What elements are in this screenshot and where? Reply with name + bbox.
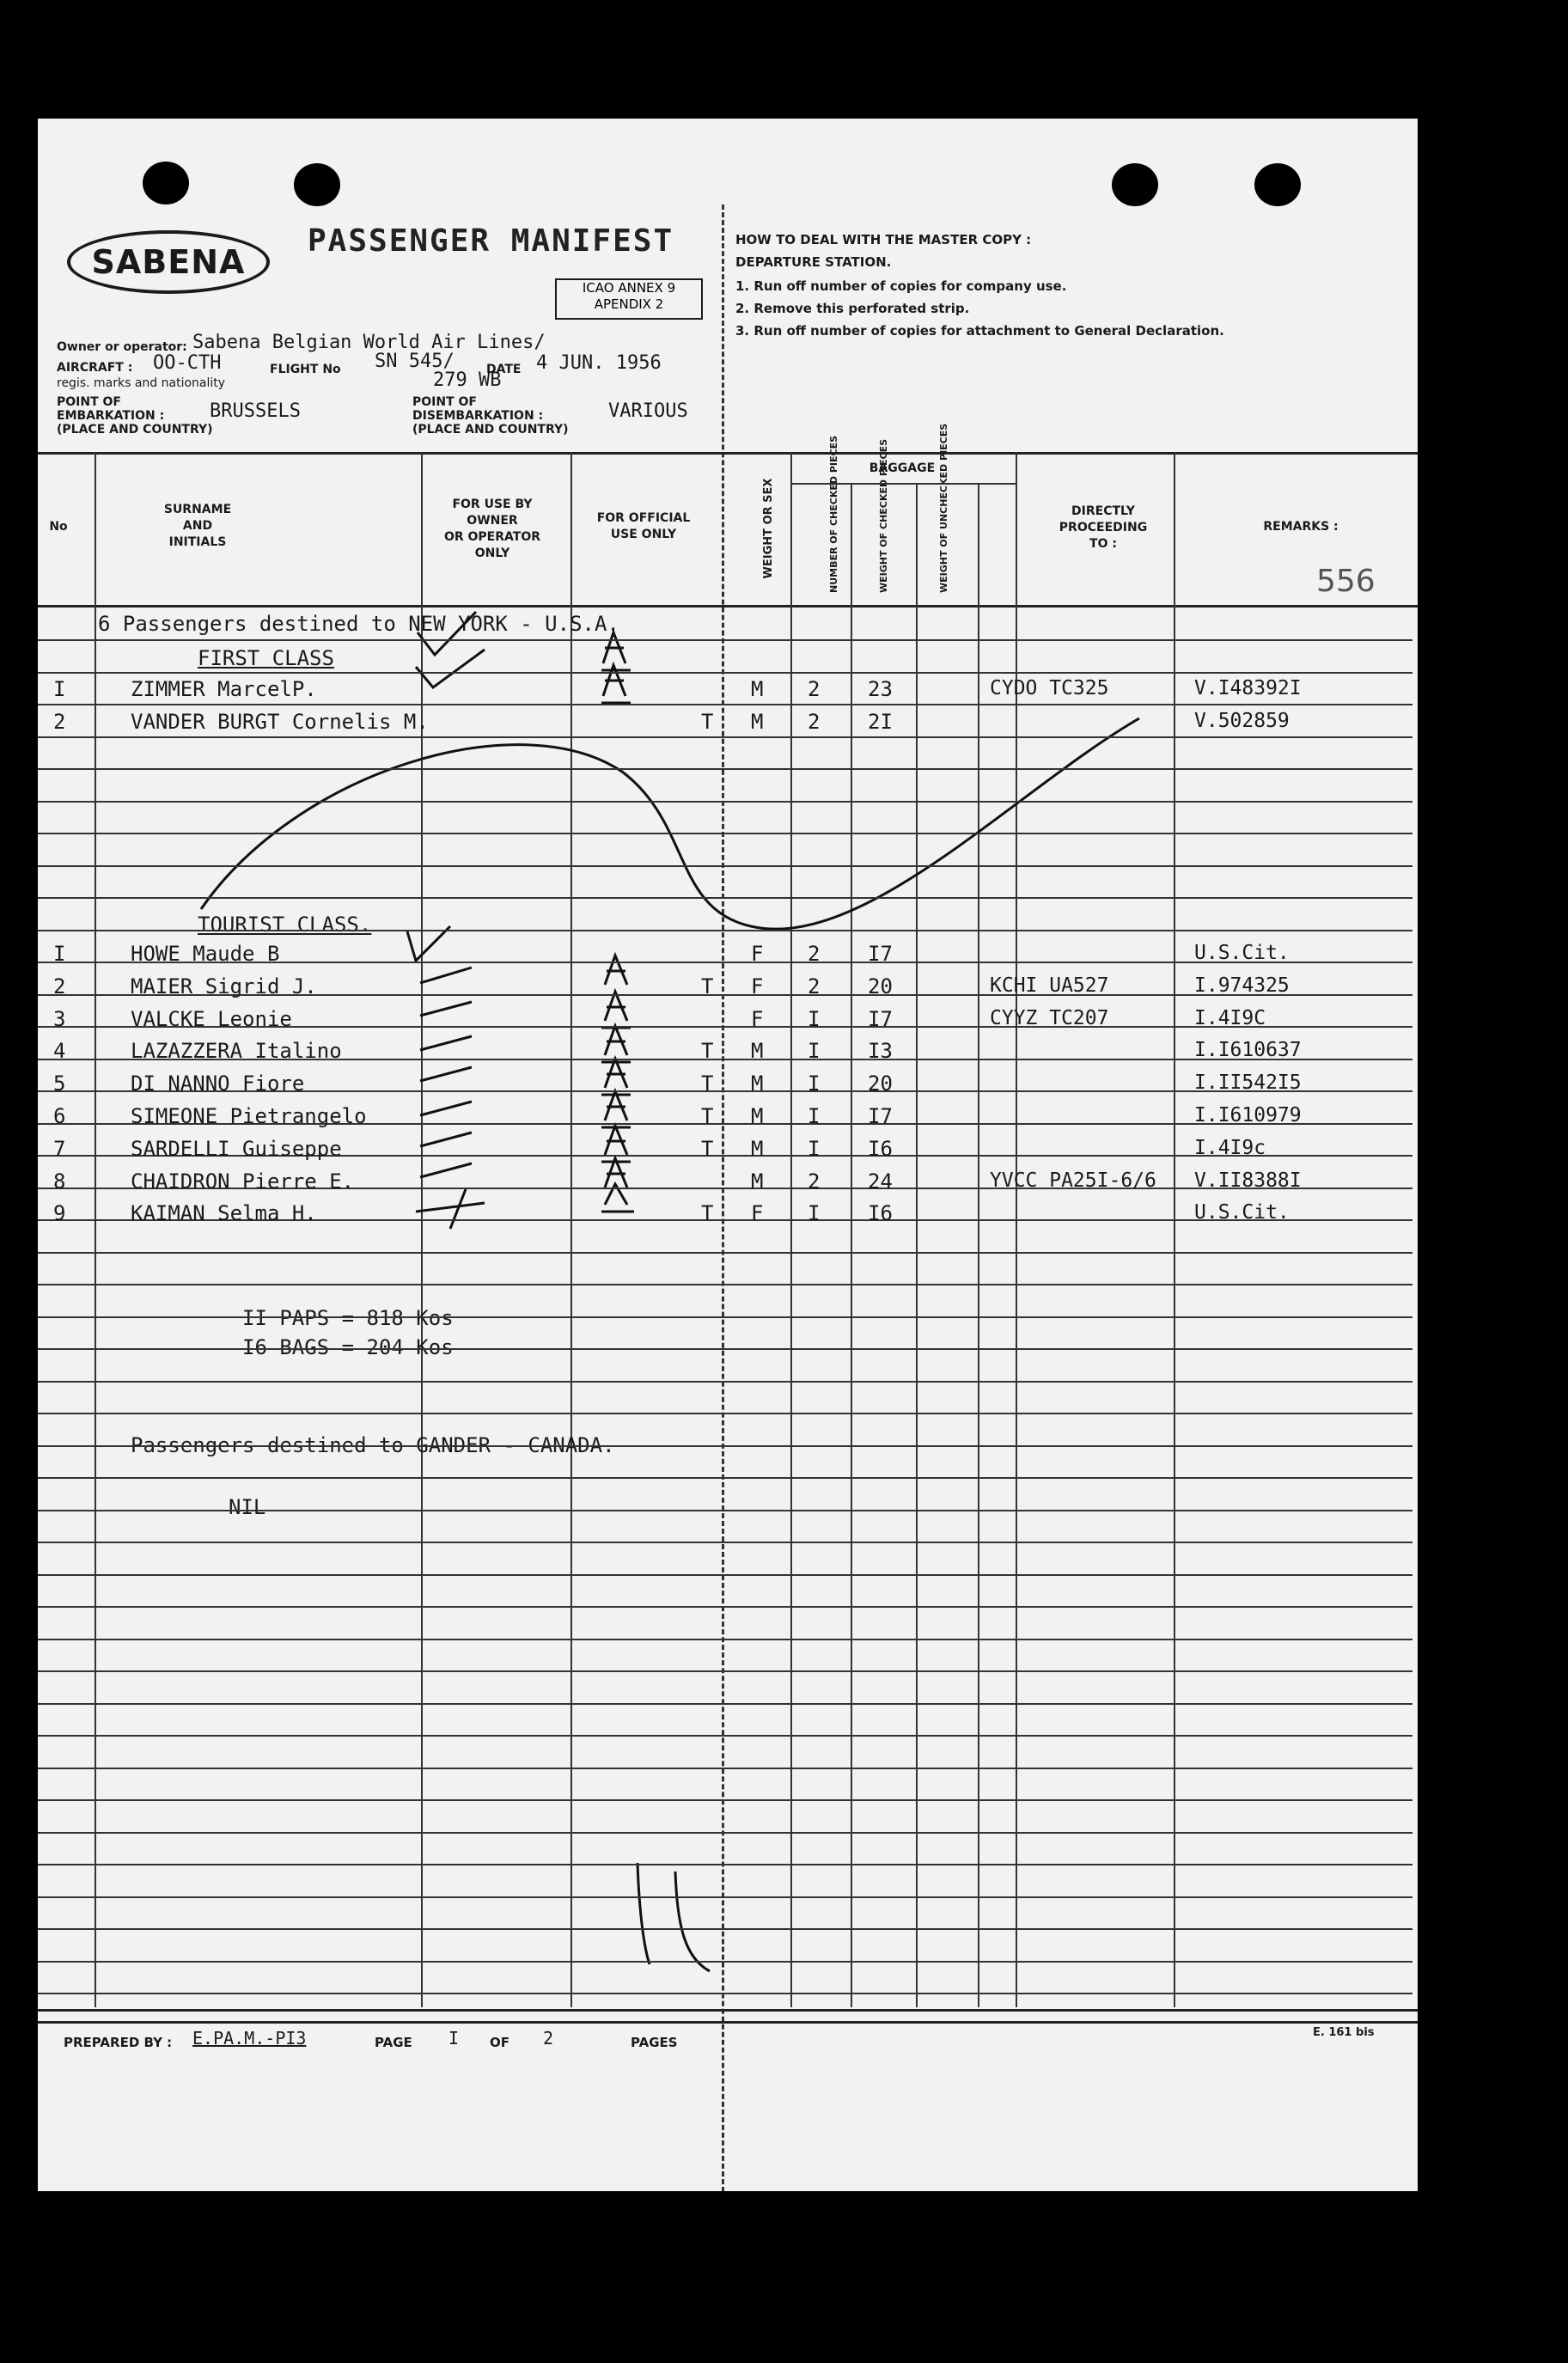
- checked-pieces: I: [808, 1201, 821, 1226]
- ruled-line: [38, 1510, 1412, 1511]
- checked-pieces: I: [808, 1039, 821, 1064]
- col-header-owner-2: OWNER: [467, 514, 518, 528]
- disembark-value: VARIOUS: [608, 400, 688, 422]
- ruled-line: [38, 1316, 1412, 1318]
- footer-divider: [38, 2021, 1418, 2024]
- checked-weight: I7: [868, 1104, 893, 1128]
- col-header-proceeding-1: DIRECTLY: [1071, 504, 1135, 518]
- passenger-name: VANDER BURGT Cornelis M.: [131, 710, 429, 734]
- of-label: OF: [490, 2035, 509, 2050]
- ruled-line: [38, 639, 1412, 641]
- passenger-name: SARDELLI Guiseppe: [131, 1136, 342, 1161]
- ruled-line: [38, 897, 1412, 899]
- remarks: I.4I9C: [1194, 1006, 1266, 1029]
- tally-mark: [420, 1133, 472, 1146]
- col-header-num-checked: NUMBER OF CHECKED PIECES: [828, 435, 839, 593]
- col-header-remarks: REMARKS :: [1263, 520, 1339, 534]
- date-value: 4 JUN. 1956: [536, 352, 662, 374]
- remarks: V.I48392I: [1194, 677, 1302, 699]
- proceeding-to: CYYZ TC207: [990, 1006, 1109, 1029]
- passenger-name: SIMEONE Pietrangelo: [131, 1104, 367, 1128]
- ruled-line: [38, 801, 1412, 803]
- ruled-line: [38, 865, 1412, 867]
- checked-pieces: I: [808, 1136, 821, 1161]
- flight-value-2: 279 WB: [433, 369, 502, 391]
- official-mark: T: [701, 1039, 714, 1064]
- ruled-line: [38, 1445, 1412, 1447]
- ruled-line: [38, 1768, 1412, 1769]
- page-value: I: [448, 2028, 460, 2049]
- prepared-value: E.PA.M.-PI3: [192, 2028, 307, 2049]
- col-header-no: No: [49, 520, 68, 534]
- passenger-name: LAZAZZERA Italino: [131, 1039, 342, 1064]
- official-mark: T: [701, 1104, 714, 1128]
- page-label: PAGE: [375, 2035, 412, 2050]
- official-mark: T: [701, 710, 714, 734]
- col-header-official-1: FOR OFFICIAL: [596, 511, 691, 525]
- checked-pieces: 2: [808, 1169, 821, 1194]
- row-number: 6: [53, 1104, 66, 1128]
- checked-weight: 2I: [868, 710, 893, 734]
- checked-weight: 23: [868, 677, 893, 701]
- checked-weight: I3: [868, 1039, 893, 1064]
- tourist-class-heading: TOURIST CLASS.: [198, 913, 372, 937]
- col-header-owner-1: FOR USE BY: [452, 498, 533, 511]
- instruction-line-2: DEPARTURE STATION.: [735, 254, 892, 270]
- col-header-owner-3: OR OPERATOR: [443, 530, 541, 544]
- official-mark: T: [701, 974, 714, 998]
- checked-pieces: 2: [808, 942, 821, 966]
- official-initial-a: [601, 1026, 631, 1062]
- ruled-line: [38, 1639, 1412, 1640]
- page-title: PASSENGER MANIFEST: [308, 223, 674, 259]
- tally-mark: [420, 968, 472, 983]
- official-initial-a: [605, 956, 627, 985]
- instruction-line-5: 3. Run off number of copies for attachment to General Declaration.: [735, 323, 1224, 339]
- passenger-name: KAIMAN Selma H.: [131, 1201, 317, 1226]
- passenger-sex: F: [751, 1006, 764, 1031]
- ruled-line: [38, 1606, 1412, 1608]
- official-initial-a: [601, 632, 631, 670]
- row-number: 7: [53, 1136, 66, 1161]
- col-header-proceeding-3: TO :: [1089, 537, 1117, 551]
- checked-pieces: I: [808, 1006, 821, 1031]
- col-header-owner-4: ONLY: [474, 546, 510, 560]
- check-mark: [418, 612, 476, 655]
- remarks: U.S.Cit.: [1194, 942, 1290, 964]
- ruled-line: [38, 1703, 1412, 1705]
- flight-value: SN 545/: [375, 351, 455, 372]
- icao-line-2: APENDIX 2: [594, 296, 664, 312]
- row-number: 8: [53, 1169, 66, 1194]
- official-mark: T: [701, 1136, 714, 1161]
- passenger-sex: M: [751, 710, 764, 734]
- ruled-line: [38, 1896, 1412, 1898]
- checked-weight: 20: [868, 974, 893, 998]
- col-header-baggage: BAGGAGE: [869, 461, 936, 475]
- checked-pieces: 2: [808, 677, 821, 701]
- checked-pieces: 2: [808, 710, 821, 734]
- ruled-line: [38, 672, 1412, 674]
- checked-weight: 20: [868, 1072, 893, 1096]
- regis-label: regis. marks and nationality: [57, 376, 226, 390]
- row-number: 4: [53, 1039, 66, 1064]
- col-header-weight-checked: WEIGHT OF CHECKED PIECES: [878, 438, 889, 593]
- ruled-line: [38, 1961, 1412, 1963]
- tally-mark: [420, 1102, 472, 1115]
- handwritten-stroke: [638, 1863, 710, 1971]
- ruled-line: [38, 1993, 1412, 1994]
- gander-heading: Passengers destined to GANDER - CANADA.: [131, 1433, 615, 1457]
- checked-pieces: 2: [808, 974, 821, 998]
- checked-pieces: I: [808, 1104, 821, 1128]
- checked-pieces: I: [808, 1072, 821, 1096]
- ruled-line: [38, 1477, 1412, 1479]
- tally-mark: [416, 1189, 485, 1229]
- passenger-sex: F: [751, 1201, 764, 1226]
- first-class-heading: FIRST CLASS: [198, 646, 334, 670]
- instruction-line-3: 1. Run off number of copies for company use.: [735, 278, 1067, 294]
- col-header-weight-unchecked: WEIGHT OF UNCHECKED PIECES: [938, 423, 949, 593]
- ruled-line: [38, 768, 1412, 770]
- remarks: U.S.Cit.: [1194, 1201, 1290, 1224]
- row-number: 2: [53, 974, 66, 998]
- official-mark: T: [701, 1201, 714, 1226]
- tally-mark: [420, 1163, 472, 1177]
- remarks: V.II8388I: [1194, 1169, 1302, 1192]
- embark-label-3: (PLACE AND COUNTRY): [57, 423, 213, 437]
- sabena-logo: SABENA: [67, 230, 270, 294]
- remarks: I.974325: [1194, 974, 1290, 997]
- owner-value: Sabena Belgian World Air Lines/: [192, 332, 546, 353]
- row-number: I: [53, 677, 66, 701]
- icao-line-1: ICAO ANNEX 9: [582, 280, 676, 296]
- check-mark: [416, 650, 485, 687]
- disembark-label-1: POINT OF: [412, 395, 477, 409]
- remarks: I.I610979: [1194, 1104, 1302, 1127]
- row-number: 9: [53, 1201, 66, 1226]
- passenger-sex: M: [751, 1104, 764, 1128]
- totals-bags: I6 BAGS = 204 Kos: [242, 1335, 454, 1359]
- checked-weight: I6: [868, 1201, 893, 1226]
- official-mark: T: [701, 1072, 714, 1096]
- proceeding-to: YVCC PA25I-6/6: [990, 1169, 1156, 1192]
- ruled-line: [38, 1284, 1412, 1285]
- remarks: I.4I9c: [1194, 1136, 1266, 1159]
- passenger-sex: F: [751, 974, 764, 998]
- col-header-surname-2: AND: [182, 519, 213, 533]
- official-initial-a: [601, 992, 631, 1028]
- official-initial-a: [601, 1091, 631, 1127]
- ruled-line: [38, 1799, 1412, 1801]
- ruled-line: [38, 1864, 1412, 1865]
- pages-label: PAGES: [631, 2035, 678, 2050]
- prepared-label: PREPARED BY :: [64, 2035, 173, 2050]
- ruled-line: [38, 1413, 1412, 1414]
- row-number: 5: [53, 1072, 66, 1096]
- ruled-line: [38, 930, 1412, 931]
- ruled-line: [38, 1574, 1412, 1576]
- checked-weight: 24: [868, 1169, 893, 1194]
- check-mark: [407, 926, 450, 961]
- passenger-name: ZIMMER MarcelP.: [131, 677, 317, 701]
- col-header-surname-3: INITIALS: [168, 535, 227, 549]
- ruled-line: [38, 1542, 1412, 1543]
- disembark-label-2: DISEMBARKATION :: [412, 409, 544, 423]
- embark-label-2: EMBARKATION :: [57, 409, 165, 423]
- passenger-sex: F: [751, 942, 764, 966]
- passenger-sex: M: [751, 1039, 764, 1064]
- passenger-sex: M: [751, 677, 764, 701]
- ruled-line: [38, 1252, 1412, 1254]
- stamp-number: 556: [1316, 564, 1376, 599]
- proceeding-to: CYDO TC325: [990, 677, 1109, 699]
- proceeding-to: KCHI UA527: [990, 974, 1109, 997]
- ruled-line: [38, 1381, 1412, 1383]
- passenger-name: CHAIDRON Pierre E.: [131, 1169, 355, 1194]
- remarks: I.II542I5: [1194, 1072, 1302, 1095]
- gander-nil: NIL: [229, 1495, 266, 1519]
- passenger-name: MAIER Sigrid J.: [131, 974, 317, 998]
- embark-label-1: POINT OF: [57, 395, 121, 409]
- checked-weight: I6: [868, 1136, 893, 1161]
- tally-mark: [420, 1002, 472, 1016]
- ruled-line: [38, 1348, 1412, 1350]
- official-initial-a: [601, 1059, 631, 1095]
- row-number: 3: [53, 1006, 66, 1031]
- passenger-sex: M: [751, 1072, 764, 1096]
- embark-value: BRUSSELS: [210, 400, 301, 422]
- of-value: 2: [543, 2028, 554, 2049]
- instruction-line-4: 2. Remove this perforated strip.: [735, 301, 970, 316]
- date-label: DATE: [486, 363, 522, 376]
- newyork-heading: 6 Passengers destined to NEW YORK - U.S.A.: [98, 612, 619, 636]
- passenger-sex: M: [751, 1136, 764, 1161]
- ruled-line: [38, 1670, 1412, 1672]
- row-number: I: [53, 942, 66, 966]
- ruled-line: [38, 833, 1412, 834]
- col-header-weight-sex: WEIGHT OR SEX: [762, 478, 775, 579]
- col-header-official-2: USE ONLY: [610, 528, 677, 541]
- col-header-surname-1: SURNAME: [163, 503, 232, 516]
- form-code: E. 161 bis: [1313, 2026, 1375, 2039]
- ruled-line: [38, 1735, 1412, 1737]
- aircraft-value: OO-CTH: [153, 352, 222, 374]
- aircraft-label: AIRCRAFT :: [57, 361, 133, 375]
- checked-weight: I7: [868, 942, 893, 966]
- tally-mark: [420, 1067, 472, 1081]
- instruction-line-1: HOW TO DEAL WITH THE MASTER COPY :: [735, 232, 1032, 247]
- owner-label: Owner or operator:: [57, 340, 187, 354]
- ruled-line: [38, 1928, 1412, 1930]
- passenger-sex: M: [751, 1169, 764, 1194]
- passenger-name: VALCKE Leonie: [131, 1006, 292, 1031]
- passenger-name: HOWE Maude B: [131, 942, 280, 966]
- passenger-name: DI NANNO Fiore: [131, 1072, 305, 1096]
- manifest-sheet: [38, 119, 1418, 2191]
- row-number: 2: [53, 710, 66, 734]
- ruled-line: [38, 736, 1412, 738]
- ruled-line: [38, 704, 1412, 705]
- totals-paps: II PAPS = 818 Kos: [242, 1306, 454, 1330]
- checked-weight: I7: [868, 1006, 893, 1031]
- disembark-label-3: (PLACE AND COUNTRY): [412, 423, 569, 437]
- remarks: I.I610637: [1194, 1039, 1302, 1062]
- remarks: V.502859: [1194, 710, 1290, 732]
- footer-divider: [38, 2009, 1418, 2012]
- col-header-proceeding-2: PROCEEDING: [1059, 521, 1148, 534]
- tally-mark: [420, 1036, 472, 1050]
- flight-label: FLIGHT No: [270, 363, 341, 376]
- ruled-line: [38, 1832, 1412, 1834]
